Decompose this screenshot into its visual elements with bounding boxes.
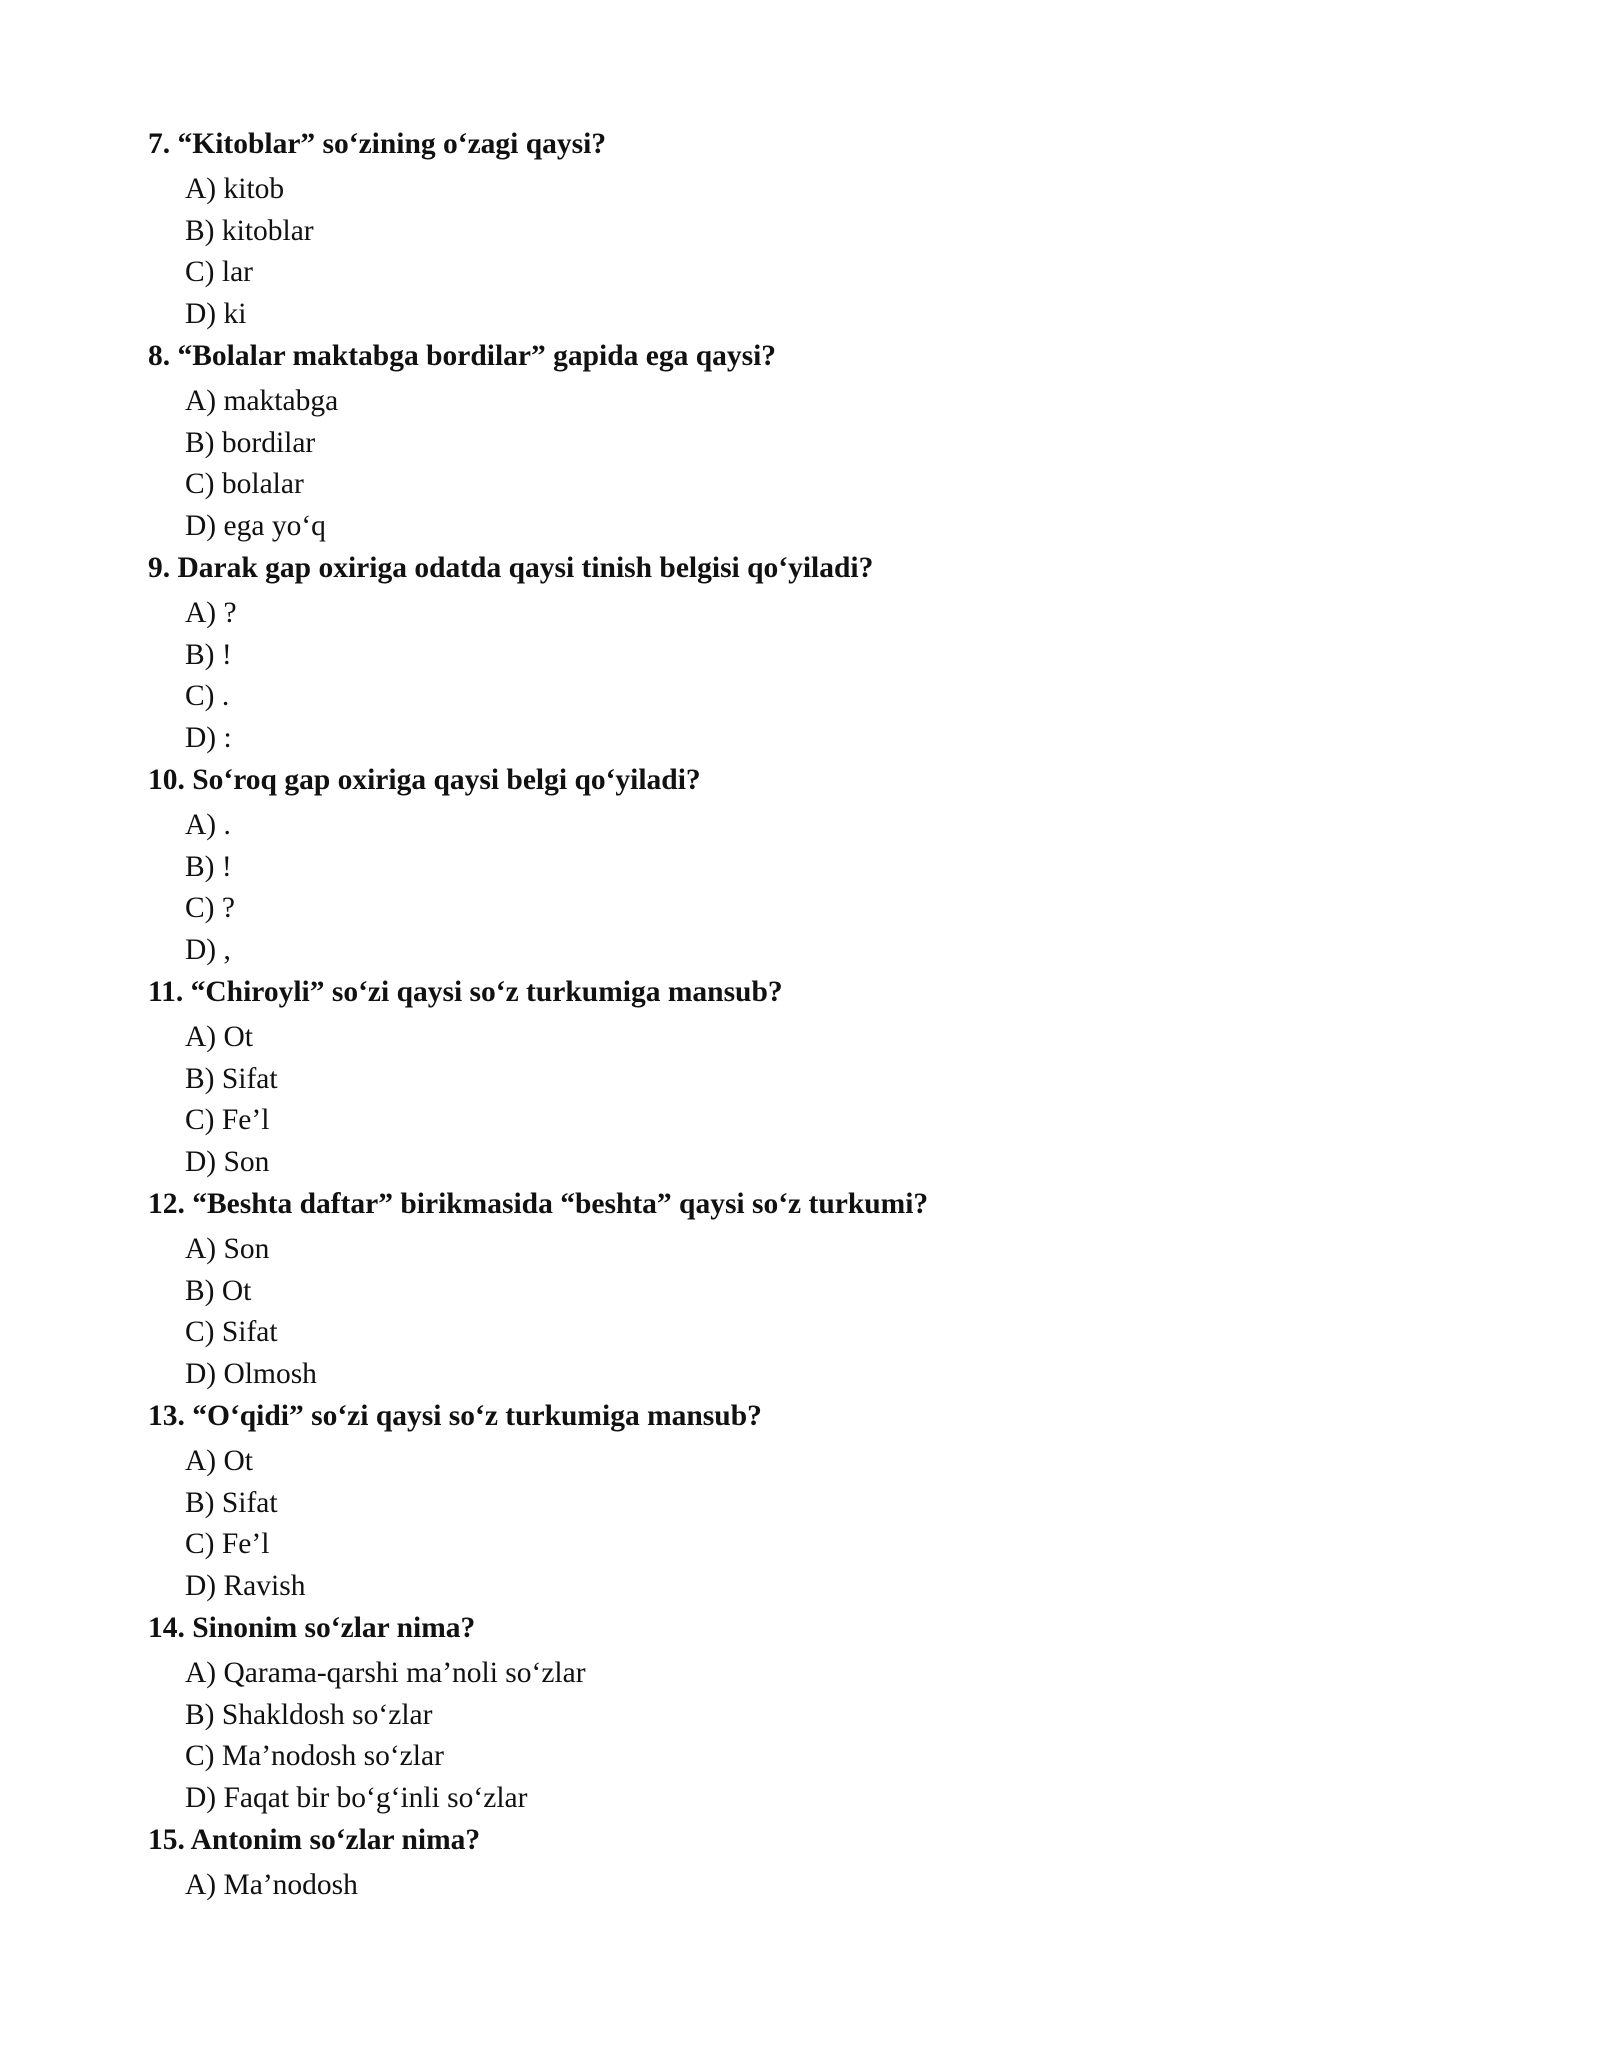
answer-option: A) Ot xyxy=(185,1021,254,1053)
answer-options xyxy=(148,805,1448,971)
question xyxy=(148,1607,1448,1819)
answer-options xyxy=(148,593,1448,759)
question xyxy=(148,759,1448,971)
answer-option: B) kitoblar xyxy=(185,214,314,247)
question-title: 9. Darak gap oxiriga odatda qaysi tinish belgisi qo‘yiladi? xyxy=(148,552,874,584)
answer-option: A) Qarama-qarshi ma’noli so‘zlar xyxy=(185,1657,586,1689)
answer-option: A) Ot xyxy=(185,1445,254,1477)
question xyxy=(148,1183,1448,1395)
answer-options xyxy=(148,1865,1448,1907)
answer-option: A) ? xyxy=(185,597,237,629)
answer-option: B) Sifat xyxy=(185,1486,278,1519)
question-title: 11. “Chiroyli” so‘zi qaysi so‘z turkumiga mansub? xyxy=(148,976,783,1008)
answer-option: A) kitob xyxy=(185,173,285,205)
question xyxy=(148,547,1448,759)
answer-option: C) Ma’nodosh so‘zlar xyxy=(185,1740,444,1772)
answer-option: D) Son xyxy=(185,1145,270,1178)
question-title: 7. “Kitoblar” so‘zining o‘zagi qaysi? xyxy=(148,128,607,160)
answer-option: B) Ot xyxy=(185,1274,252,1307)
answer-option: C) lar xyxy=(185,256,253,288)
answer-option: D) ega yo‘q xyxy=(185,509,326,542)
answer-option: B) Shakldosh so‘zlar xyxy=(185,1698,433,1731)
question-title: 14. Sinonim so‘zlar nima? xyxy=(148,1612,476,1644)
question xyxy=(148,123,1448,335)
question-title: 15. Antonim so‘zlar nima? xyxy=(148,1824,481,1856)
question xyxy=(148,971,1448,1183)
answer-option: B) ! xyxy=(185,638,232,671)
answer-option: C) . xyxy=(185,680,230,712)
answer-option: A) . xyxy=(185,809,231,841)
answer-options xyxy=(148,1653,1448,1819)
question xyxy=(148,1819,1448,1907)
answer-options xyxy=(148,169,1448,335)
question-list xyxy=(148,123,1448,1907)
answer-option: C) Fe’l xyxy=(185,1528,270,1560)
answer-option: C) Fe’l xyxy=(185,1104,270,1136)
answer-options xyxy=(148,381,1448,547)
answer-option: C) ? xyxy=(185,892,235,924)
question-title: 12. “Beshta daftar” birikmasida “beshta” qaysi so‘z turkumi? xyxy=(148,1188,929,1220)
question xyxy=(148,1395,1448,1607)
answer-option: D) : xyxy=(185,721,232,754)
answer-option: C) bolalar xyxy=(185,468,304,500)
answer-option: A) Son xyxy=(185,1233,270,1265)
answer-option: B) bordilar xyxy=(185,426,316,459)
question-title: 13. “O‘qidi” so‘zi qaysi so‘z turkumiga mansub? xyxy=(148,1400,762,1432)
answer-option: D) Ravish xyxy=(185,1569,306,1602)
answer-options xyxy=(148,1229,1448,1395)
answer-option: A) maktabga xyxy=(185,385,339,417)
question-title: 10. So‘roq gap oxiriga qaysi belgi qo‘yiladi? xyxy=(148,764,701,796)
answer-options xyxy=(148,1441,1448,1607)
answer-option: A) Ma’nodosh xyxy=(185,1869,358,1901)
answer-option: D) ki xyxy=(185,297,247,330)
answer-option: D) Olmosh xyxy=(185,1357,317,1390)
question xyxy=(148,335,1448,547)
answer-option: B) Sifat xyxy=(185,1062,278,1095)
answer-options xyxy=(148,1017,1448,1183)
question-title: 8. “Bolalar maktabga bordilar” gapida ega qaysi? xyxy=(148,340,777,372)
answer-option: C) Sifat xyxy=(185,1316,278,1348)
answer-option: B) ! xyxy=(185,850,232,883)
answer-option: D) Faqat bir bo‘g‘inli so‘zlar xyxy=(185,1781,528,1814)
answer-option: D) , xyxy=(185,933,231,966)
